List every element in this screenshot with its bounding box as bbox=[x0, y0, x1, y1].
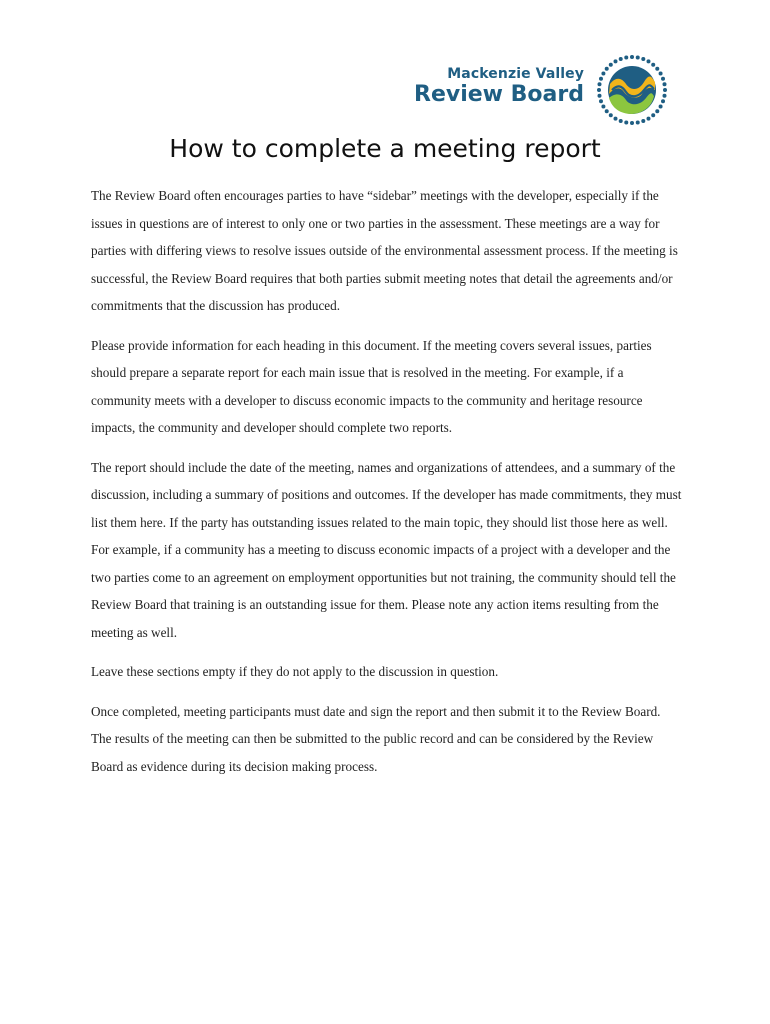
ring-dot bbox=[619, 57, 623, 61]
ring-dot bbox=[663, 82, 667, 86]
ring-dot bbox=[663, 94, 667, 98]
ring-dot bbox=[659, 72, 663, 76]
ring-dot bbox=[598, 82, 602, 86]
ring-dot bbox=[641, 57, 645, 61]
logo-line-2: Review Board bbox=[414, 82, 584, 107]
ring-dot bbox=[609, 63, 613, 67]
page-title: How to complete a meeting report bbox=[169, 134, 601, 163]
ring-dot bbox=[659, 105, 663, 109]
ring-dot bbox=[605, 67, 609, 71]
ring-dot bbox=[655, 67, 659, 71]
ring-dot bbox=[647, 59, 651, 63]
ring-dot bbox=[651, 113, 655, 117]
ring-dot bbox=[647, 117, 651, 121]
ring-dot bbox=[636, 121, 640, 125]
ring-dot bbox=[624, 121, 628, 125]
ring-dot bbox=[614, 117, 618, 121]
ring-dot bbox=[614, 59, 618, 63]
ring-dot bbox=[605, 109, 609, 113]
ring-dot bbox=[641, 119, 645, 123]
paragraph: The Review Board often encourages parties to have “sidebar” meetings with the developer, especially if the issues in questions are of interest to only one or two parties in the assessment. These meetings are a way for parties with differing views to resolve issues outside of the environmental assessment process. If the meeting is successful, the Review Board requires that both parties submit meeting notes that detail the agreements and/or commitments that the discussion has produced. bbox=[91, 188, 678, 313]
paragraph: Leave these sections empty if they do not apply to the discussion in question. bbox=[91, 664, 499, 679]
ring-dot bbox=[661, 99, 665, 103]
river-emblem-icon bbox=[594, 52, 670, 128]
ring-dot bbox=[601, 72, 605, 76]
ring-dot bbox=[599, 99, 603, 103]
ring-dot bbox=[624, 56, 628, 60]
ring-dot bbox=[655, 109, 659, 113]
paragraph: Please provide information for each heading in this document. If the meeting covers several issues, parties should prepare a separate report for each main issue that is resolved in the meeting. For example, if a community meets with a developer to discuss economic impacts to the community and heritage resource impacts, the community and developer should complete two reports. bbox=[91, 337, 652, 435]
document-body bbox=[91, 182, 683, 792]
ring-dot bbox=[663, 88, 667, 92]
ring-dot bbox=[630, 55, 634, 59]
ring-dot bbox=[609, 113, 613, 117]
ring-dot bbox=[601, 105, 605, 109]
ring-dot bbox=[630, 121, 634, 125]
ring-dot bbox=[597, 88, 601, 92]
logo-line-1: Mackenzie Valley bbox=[447, 66, 584, 82]
ring-dot bbox=[661, 77, 665, 81]
ring-dot bbox=[651, 63, 655, 67]
ring-dot bbox=[619, 119, 623, 123]
ring-dot bbox=[599, 77, 603, 81]
logo-wordmark bbox=[414, 66, 584, 108]
paragraph: Once completed, meeting participants must date and sign the report and then submit it to the Review Board. The results of the meeting can then be submitted to the public record and can be considered by the Review Board as evidence during its decision making process. bbox=[91, 703, 661, 774]
ring-dot bbox=[598, 94, 602, 98]
ring-dot bbox=[636, 56, 640, 60]
review-board-logo bbox=[414, 52, 670, 128]
paragraph: The report should include the date of the meeting, names and organizations of attendees, and a summary of the discussion, including a summary of positions and outcomes. If the developer has made commitments, they must list them here. If the party has outstanding issues related to the main topic, they should list those here as well. For example, if a community has a meeting to discuss economic impacts of a project with a developer and the two parties come to an agreement on employment opportunities but not training, the community should tell the Review Board that training is an outstanding issue for them. Please note any action items resulting from the meeting as well. bbox=[91, 459, 682, 640]
